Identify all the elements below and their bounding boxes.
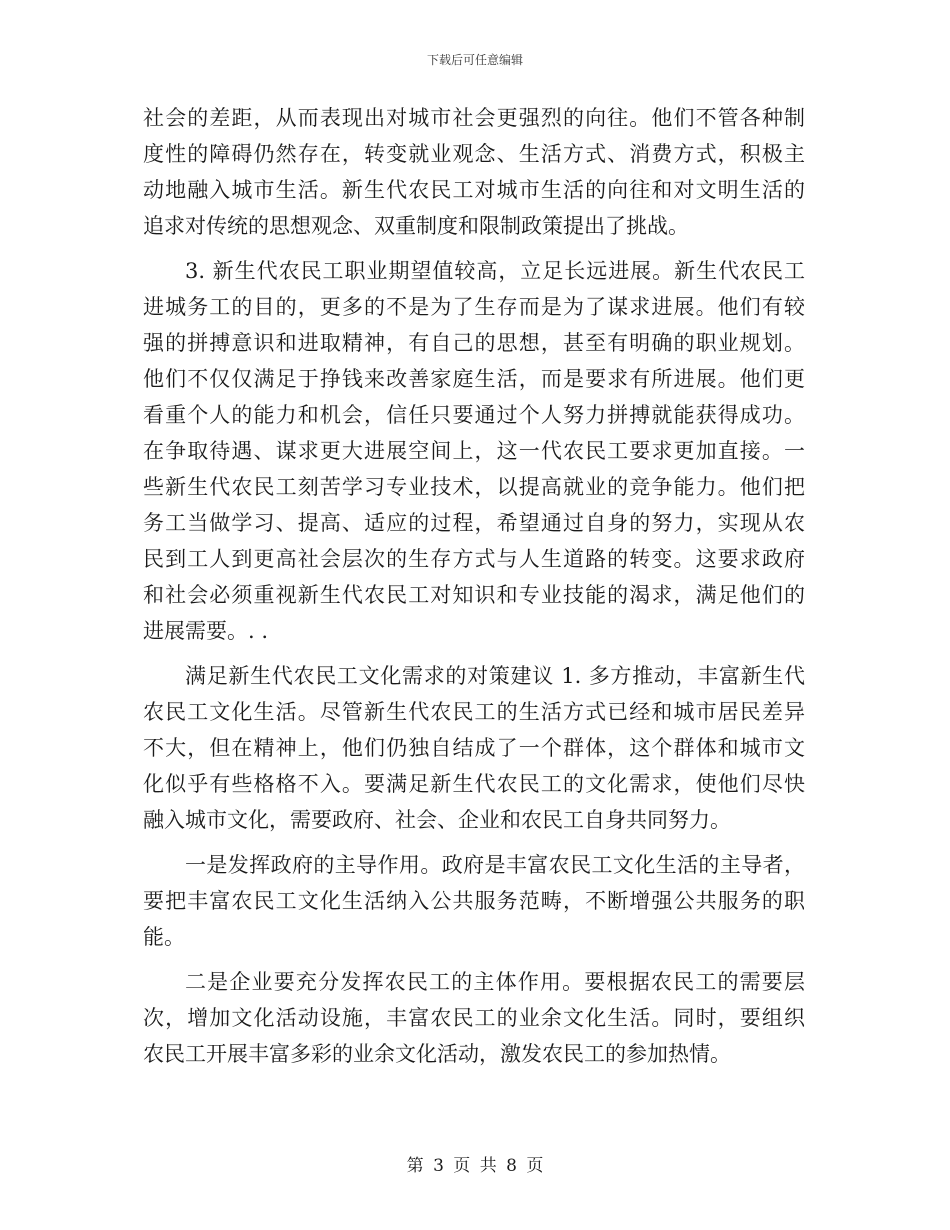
text-line: 社会的差距，从而表现出对城市社会更强烈的向往。他们不管各种制	[143, 106, 805, 130]
page-header-note: 下载后可任意编辑	[426, 53, 523, 67]
text-line: 化似乎有些格格不入。要满足新生代农民工的文化需求，使他们尽快	[143, 772, 805, 796]
text-line: 些新生代农民工刻苦学习专业技术，以提高就业的竞争能力。他们把	[143, 475, 805, 499]
paragraph-2	[143, 253, 805, 649]
text-line: 二是企业要充分发挥农民工的主体作用。要根据农民工的需要层	[185, 970, 805, 994]
text-line: 农民工文化生活。尽管新生代农民工的生活方式已经和城市居民差异	[143, 700, 805, 724]
paragraph-1	[143, 100, 805, 244]
text-line: 满足新生代农民工文化需求的对策建议 1. 多方推动，丰富新生代	[185, 664, 805, 688]
paragraph-5	[143, 964, 805, 1072]
paragraph-3	[143, 658, 805, 838]
text-line: 农民工开展丰富多彩的业余文化活动，激发农民工的参加热情。	[143, 1042, 731, 1066]
text-line: 和社会必须重视新生代农民工对知识和专业技能的渴求，满足他们的	[143, 583, 805, 607]
text-line: 能。	[143, 925, 185, 949]
text-line: 一是发挥政府的主导作用。政府是丰富农民工文化生活的主导者，	[185, 853, 805, 877]
text-line: 他们不仅仅满足于挣钱来改善家庭生活，而是要求有所进展。他们更	[143, 367, 805, 391]
text-line: 进城务工的目的，更多的不是为了生存而是为了谋求进展。他们有较	[143, 295, 805, 319]
text-line: 动地融入城市生活。新生代农民工对城市生活的向往和对文明生活的	[143, 178, 805, 202]
text-line: 务工当做学习、提高、适应的过程，希望通过自身的努力，实现从农	[143, 511, 805, 535]
text-line: 民到工人到更高社会层次的生存方式与人生道路的转变。这要求政府	[143, 547, 805, 571]
text-line: 次，增加文化活动设施，丰富农民工的业余文化生活。同时，要组织	[143, 1006, 805, 1030]
text-line: 进展需要。. .	[143, 619, 269, 643]
text-line: 强的拼搏意识和进取精神，有自己的思想，甚至有明确的职业规划。	[143, 331, 805, 355]
text-line: 3. 新生代农民工职业期望值较高，立足长远进展。新生代农民工	[185, 259, 805, 283]
document-body	[143, 100, 805, 1072]
text-line: 在争取待遇、谋求更大进展空间上，这一代农民工要求更加直接。一	[143, 439, 805, 463]
text-line: 看重个人的能力和机会，信任只要通过个人努力拼搏就能获得成功。	[143, 403, 805, 427]
text-line: 要把丰富农民工文化生活纳入公共服务范畴，不断增强公共服务的职	[143, 889, 805, 913]
text-line: 不大，但在精神上，他们仍独自结成了一个群体，这个群体和城市文	[143, 736, 805, 760]
text-line: 度性的障碍仍然存在，转变就业观念、生活方式、消费方式，积极主	[143, 142, 805, 166]
text-line: 追求对传统的思想观念、双重制度和限制政策提出了挑战。	[143, 214, 689, 238]
paragraph-4	[143, 847, 805, 955]
page-number: 第 3 页 共 8 页	[406, 1156, 544, 1176]
text-line: 融入城市文化，需要政府、社会、企业和农民工自身共同努力。	[143, 808, 731, 832]
